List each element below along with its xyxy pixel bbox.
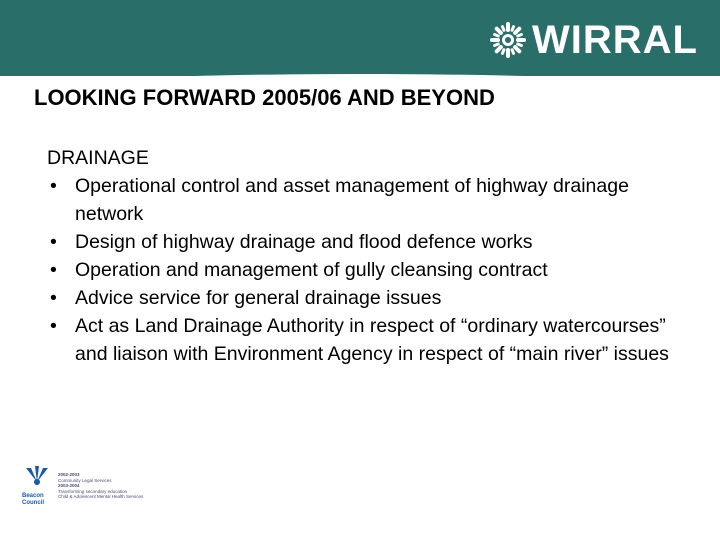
slide-title: LOOKING FORWARD 2005/06 AND BEYOND bbox=[34, 85, 495, 110]
bullet-icon: • bbox=[50, 315, 57, 337]
wirral-logo bbox=[488, 20, 698, 60]
header-curve bbox=[0, 74, 720, 76]
logo-wordmark: WIRRAL bbox=[532, 18, 698, 62]
bullet-icon: • bbox=[50, 287, 57, 309]
council-word: Council bbox=[22, 500, 44, 506]
badge-line: Community Legal Services bbox=[58, 477, 112, 483]
list-item bbox=[47, 228, 687, 256]
bullet-icon: • bbox=[50, 231, 57, 253]
beacon-word: Beacon bbox=[22, 493, 44, 499]
list-item bbox=[47, 256, 687, 284]
beacon-logo bbox=[22, 466, 52, 510]
bullet-icon: • bbox=[50, 175, 57, 197]
list-item-text: Operation and management of gully cleansing contract bbox=[75, 259, 548, 281]
list-item-text: Design of highway drainage and flood defence works bbox=[75, 231, 533, 253]
flower-logo-icon bbox=[488, 20, 528, 60]
beacon-icon bbox=[22, 466, 52, 488]
header-bar bbox=[0, 0, 720, 76]
bullet-icon: • bbox=[50, 259, 57, 281]
beacon-label bbox=[22, 493, 52, 507]
slide-body bbox=[47, 144, 687, 368]
section-heading: DRAINAGE bbox=[47, 147, 149, 169]
badge-text bbox=[58, 472, 143, 500]
list-item bbox=[47, 172, 687, 228]
list-item-text: Act as Land Drainage Authority in respect of “ordinary watercourses” and liaison with Environment Agency in respect of “main river” issues bbox=[75, 315, 669, 365]
list-item-text: Advice service for general drainage issues bbox=[75, 287, 442, 309]
badge-line: 2002-2003 bbox=[58, 472, 80, 477]
list-item-text: Operational control and asset management of highway drainage network bbox=[75, 175, 629, 225]
beacon-council-badge bbox=[22, 466, 143, 512]
badge-line: 2003-2004 bbox=[58, 483, 80, 488]
bullet-list bbox=[47, 172, 687, 368]
list-item bbox=[47, 284, 687, 312]
badge-line: Child & Adolescent Mental Health Services bbox=[58, 494, 144, 499]
badge-line: Transforming secondary education bbox=[58, 488, 128, 494]
list-item bbox=[47, 312, 687, 368]
